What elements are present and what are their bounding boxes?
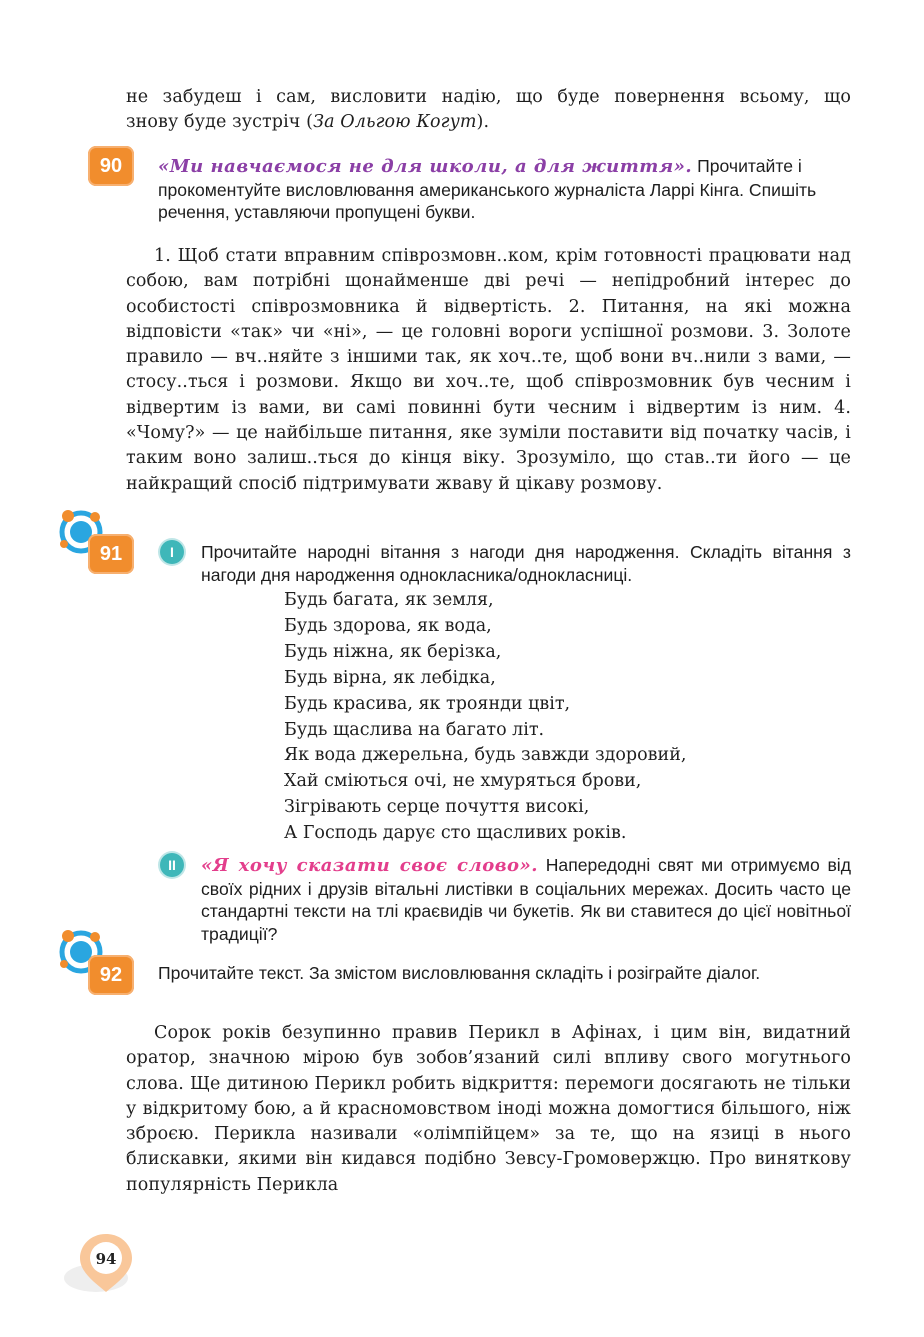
poem-line: Зігрівають серце почуття високі, — [284, 797, 590, 818]
exercise-90-number: 90 — [99, 154, 123, 177]
exercise-91-rubric: «Я хочу сказати своє слово». — [201, 855, 539, 876]
part-2-marker — [160, 853, 184, 877]
exercise-90-rubric: «Ми навчаємося не для школи, а для життя». — [158, 156, 693, 177]
exercise-90-badge — [88, 146, 134, 186]
part-1-marker — [160, 540, 184, 564]
continuation-line-2 — [126, 110, 851, 135]
exercise-92-task: Прочитайте текст. За змістом висловлювання складіть і розіграйте діалог. — [158, 963, 761, 983]
poem-line: Як вода джерельна, будь завжди здоровий, — [284, 745, 687, 766]
exercise-91-part-2-task — [201, 854, 851, 945]
poem-line: Будь багата, як земля, — [284, 590, 494, 610]
part-2-label: II — [168, 857, 176, 873]
exercise-91-badge — [88, 534, 134, 574]
continuation-line-1: не забудеш і сам, висловити надію, що буде повернення всьому, що — [126, 87, 851, 107]
poem-line: Будь ніжна, як берізка, — [284, 641, 502, 662]
page-number: 94 — [95, 1250, 117, 1268]
continuation-paragraph — [126, 85, 851, 136]
continuation-text: знову буде зустріч ( — [126, 112, 314, 133]
exercise-92-text: Сорок років безупинно правив Перикл в Афінах, і цим він, видатний оратор, значною мірою був зобов’язаний силі впливу свого могутнього слова. Ще дитиною Перикл робить відкриття: перемоги досягають не тільки у відкритому бою, а й красномовством іноді можна домогтися більшого, ніж зброєю. Перикла називали «олімпійцем» за те, що на язиці в нього блискавки, якими він кидався подібно Зевсу-Громовержцю. Про виняткову популярність Перикла — [126, 1023, 851, 1195]
poem-line: Будь вірна, як лебідка, — [284, 667, 496, 688]
exercise-92-number: 92 — [99, 963, 123, 986]
exercise-92-badge — [88, 955, 134, 995]
continuation-end: ). — [476, 112, 490, 133]
birthday-poem — [284, 588, 686, 847]
poem-line: А Господь дарує сто щасливих років. — [284, 823, 627, 844]
exercise-91-part-1-task: Прочитайте народні вітання з нагоди дня народження. Складіть вітання з нагоди дня народження однокласника/однокласниці. — [201, 542, 851, 585]
poem-line: Будь красива, як троянди цвіт, — [284, 693, 571, 714]
exercise-91-number: 91 — [99, 542, 123, 565]
poem-line: Хай сміються очі, не хмуряться брови, — [284, 771, 642, 792]
poem-line: Будь щаслива на багато літ. — [284, 719, 545, 740]
exercise-91-part-2-instruction: Напередодні свят ми отримуємо від своїх рідних і друзів вітальні листівки в соціальних мережах. Досить часто це стандартні тексти на тлі краєвидів чи букетів. Як ви ставитеся до цієї новітньої традиції? — [201, 855, 851, 944]
author-credit: За Ольгою Когут — [313, 112, 477, 133]
exercise-90-task — [158, 155, 851, 224]
exercise-90-text: 1. Щоб стати вправним співрозмовн..ком, крім готовності працювати над собою, вам потрібні щонайменше дві речі — непідробний інтерес до особистості співрозмовника й відвертість. 2. Питання, на які можна відповісти «так» чи «ні», — це головні вороги успішної розмови. 3. Золоте правило — вч..няйте з іншими так, як хоч..те, щоб вони вч..нили з вами, — стосу..ться і розмови. Якщо ви хоч..те, щоб співрозмовник був чесним і відвертим із вами, ви самі повинні бути чесним і відвертим із ним. 4. «Чому?» — це найбільше питання, яке зуміли поставити від початку часів, і таким воно залиш..ться до кінця віку. Зрозуміло, що став..ти його — це найкращий спосіб підтримувати жваву й цікаву розмову. — [126, 246, 851, 494]
part-1-label: I — [170, 544, 174, 560]
poem-line: Будь здорова, як вода, — [284, 615, 492, 636]
exercise-90-instruction: Прочитайте і прокоментуйте висловлювання американського журналіста Ларрі Кінга. Спишіть речення, уставляючи пропущені букви. — [158, 156, 817, 222]
